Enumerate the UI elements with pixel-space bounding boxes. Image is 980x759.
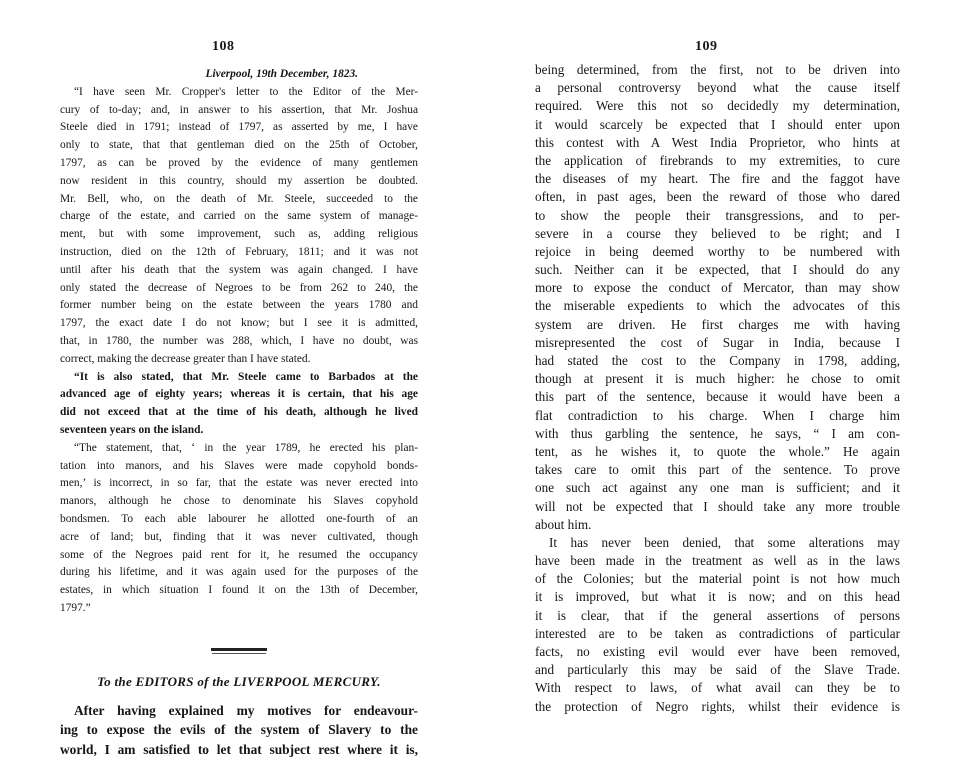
text-line: manors, although he chose to denominate his Slaves copyhold bbox=[60, 495, 418, 508]
text-line: rejoice in being deemed worthy to be numbered with bbox=[535, 243, 900, 259]
text-line: Steele died in 1791; instead of 1797, as asserted by me, I have bbox=[60, 121, 418, 134]
text-line: with thus garbling the sentence, he says, “ I am con- bbox=[535, 425, 900, 441]
text-line: instruction, died on the 12th of February, 1811; and it was not bbox=[60, 245, 418, 258]
left-paragraph-1 bbox=[60, 84, 418, 369]
text-line: only stated the decrease of Negroes to be from 262 to 240, the bbox=[60, 281, 418, 294]
text-line: a personal controversy beyond what the cause itself bbox=[535, 80, 900, 96]
text-line: takes care to omit this part of the sentence. To prove bbox=[535, 462, 900, 478]
text-line: 1797, as can be proved by the evidence of many gentlemen bbox=[60, 156, 418, 169]
spacer bbox=[60, 618, 418, 638]
right-page bbox=[490, 0, 980, 758]
left-paragraph-4 bbox=[60, 701, 418, 759]
text-line: ing to expose the evils of the system of Slavery to the bbox=[60, 722, 418, 738]
page-number-left: 108 bbox=[212, 39, 235, 54]
text-line: until after his death that the system was again changed. I have bbox=[60, 263, 418, 276]
text-line: “It is also stated, that Mr. Steele came to Barbados at the bbox=[74, 370, 418, 383]
text-line: that, in 1780, the number was 288, which, I have no doubt, was bbox=[60, 334, 418, 347]
text-line: 1797.” bbox=[60, 601, 91, 614]
text-line: “The statement, that, ‘ in the year 1789, he erected his plan- bbox=[74, 441, 418, 454]
text-line: charge of the estate, and carried on the same system of manage- bbox=[60, 210, 418, 223]
spacer bbox=[60, 693, 418, 701]
text-line: did not exceed that at the time of his death, although he lived bbox=[60, 406, 418, 419]
text-line: world, I am satisfied to let that subject rest where it is, bbox=[60, 741, 418, 757]
text-line: flat contradiction to his charge. When I charge him bbox=[535, 407, 900, 423]
text-line: misrepresented the cost of Sugar in India, because I bbox=[535, 334, 900, 350]
left-text-column bbox=[60, 66, 418, 759]
letter-heading: To the EDITORS of the LIVERPOOL MERCURY. bbox=[97, 673, 381, 689]
text-line: interested are to be taken as contradictions of particular bbox=[535, 625, 900, 641]
text-line: “I have seen Mr. Cropper's letter to the Editor of the Mer- bbox=[74, 85, 418, 98]
page-number-right: 109 bbox=[695, 39, 718, 54]
text-line: now resident in this country, should my assertion be doubted. bbox=[60, 174, 418, 187]
right-text-column bbox=[535, 61, 900, 716]
text-line: though at present it is much higher: he chose to omit bbox=[535, 371, 900, 387]
text-line: 1797, the exact date I do not know; but I see it is admitted, bbox=[60, 317, 418, 330]
text-line: it is improved, but what it is now; and on this head bbox=[535, 589, 900, 605]
text-line: acre of land; but, finding that it was never cultivated, though bbox=[60, 530, 418, 543]
text-line: With respect to laws, of what avail can they be to bbox=[535, 680, 900, 696]
text-line: After having explained my motives for endeavour- bbox=[74, 702, 418, 718]
text-line: have been made in the treatment as well as in the laws bbox=[535, 553, 900, 569]
text-line: the application of firebrands to my extremities, to cure bbox=[535, 152, 900, 168]
text-line: of the Colonies; but the material point is not how much bbox=[535, 571, 900, 587]
text-line: estates, in which situation I found it on the 13th of December, bbox=[60, 584, 418, 597]
spacer bbox=[60, 663, 418, 671]
text-line: one such act against any one man is sufficient; and it bbox=[535, 480, 900, 496]
text-line: seventeen years on the island. bbox=[60, 423, 204, 436]
text-line: such. Neither can it be expected, that I should do any bbox=[535, 262, 900, 278]
text-line: being determined, from the first, not to be driven into bbox=[535, 62, 900, 77]
left-paragraph-2 bbox=[60, 369, 418, 440]
text-line: often, in past ages, been the reward of those who dared bbox=[535, 189, 900, 205]
text-line: this contest with A West India Proprietor, who hints at bbox=[535, 134, 900, 150]
text-line: this part of the sentence, because it would have been a bbox=[535, 389, 900, 405]
text-line: It has never been denied, that some alterations may bbox=[549, 534, 900, 550]
text-line: the protection of Negro rights, whilst their evidence is bbox=[535, 698, 900, 714]
text-line: only to state, that that gentleman died on the 25th of October, bbox=[60, 139, 418, 152]
text-line: more to expose the conduct of Mercator, than may show bbox=[535, 280, 900, 296]
text-line: bondsmen. To each able labourer he allotted one-fourth of an bbox=[60, 512, 418, 525]
text-line: correct, making the decrease greater than I have stated. bbox=[60, 352, 311, 365]
text-line: to show the people their transgressions, and to per- bbox=[535, 207, 900, 223]
dateline: Liverpool, 19th December, 1823. bbox=[205, 68, 358, 80]
text-line: it would scarcely be expected that I should enter upon bbox=[535, 116, 900, 132]
text-line: system are driven. He first charges me with having bbox=[535, 316, 900, 332]
text-line: about him. bbox=[535, 516, 592, 532]
right-paragraph-2 bbox=[535, 534, 900, 716]
text-line: severe in a course they believed to be right; and I bbox=[535, 225, 900, 241]
text-line: during his lifetime, and it was again used for the purposes of the bbox=[60, 566, 418, 579]
text-line: facts, no existing evil would ever have been removed, bbox=[535, 644, 900, 659]
text-line: men,’ is incorrect, in so far, that the estate was never erected into bbox=[60, 477, 418, 490]
right-paragraph-1 bbox=[535, 61, 900, 534]
text-line: Mr. Bell, who, on the death of Mr. Steele, succeeded to the bbox=[60, 192, 418, 205]
text-line: advanced age of eighty years; whereas it is certain, that his age bbox=[60, 388, 418, 401]
text-line: tent, as he wishes it, to quote the whole.” He again bbox=[535, 443, 900, 459]
text-line: and particularly this may be said of the Slave Trade. bbox=[535, 662, 900, 678]
text-line: some of the Negroes paid rent for it, he resumed the occupancy bbox=[60, 548, 418, 561]
text-line: former number being on the estate between the years 1780 and bbox=[60, 299, 418, 312]
left-paragraph-3 bbox=[60, 440, 418, 618]
left-page bbox=[0, 0, 490, 758]
text-line: required. Were this not so decidedly my determination, bbox=[535, 98, 900, 114]
text-line: cury of to-day; and, in answer to his assertion, that Mr. Joshua bbox=[60, 103, 418, 116]
text-line: will not be expected that I should take any more trouble bbox=[535, 498, 900, 514]
text-line: the miserable expedients to which the advocates of this bbox=[535, 298, 900, 314]
text-line: had stated the cost to the Company in 1798, adding, bbox=[535, 353, 900, 368]
text-line: tation into manors, and his Slaves were made copyhold bonds- bbox=[60, 459, 418, 472]
text-line: ment, but with some improvement, such as, adding religious bbox=[60, 228, 418, 241]
text-line: it is clear, that if the general assertions of persons bbox=[535, 607, 900, 623]
text-line: the diseases of my heart. The fire and the faggot have bbox=[535, 171, 900, 187]
section-divider bbox=[211, 648, 267, 651]
